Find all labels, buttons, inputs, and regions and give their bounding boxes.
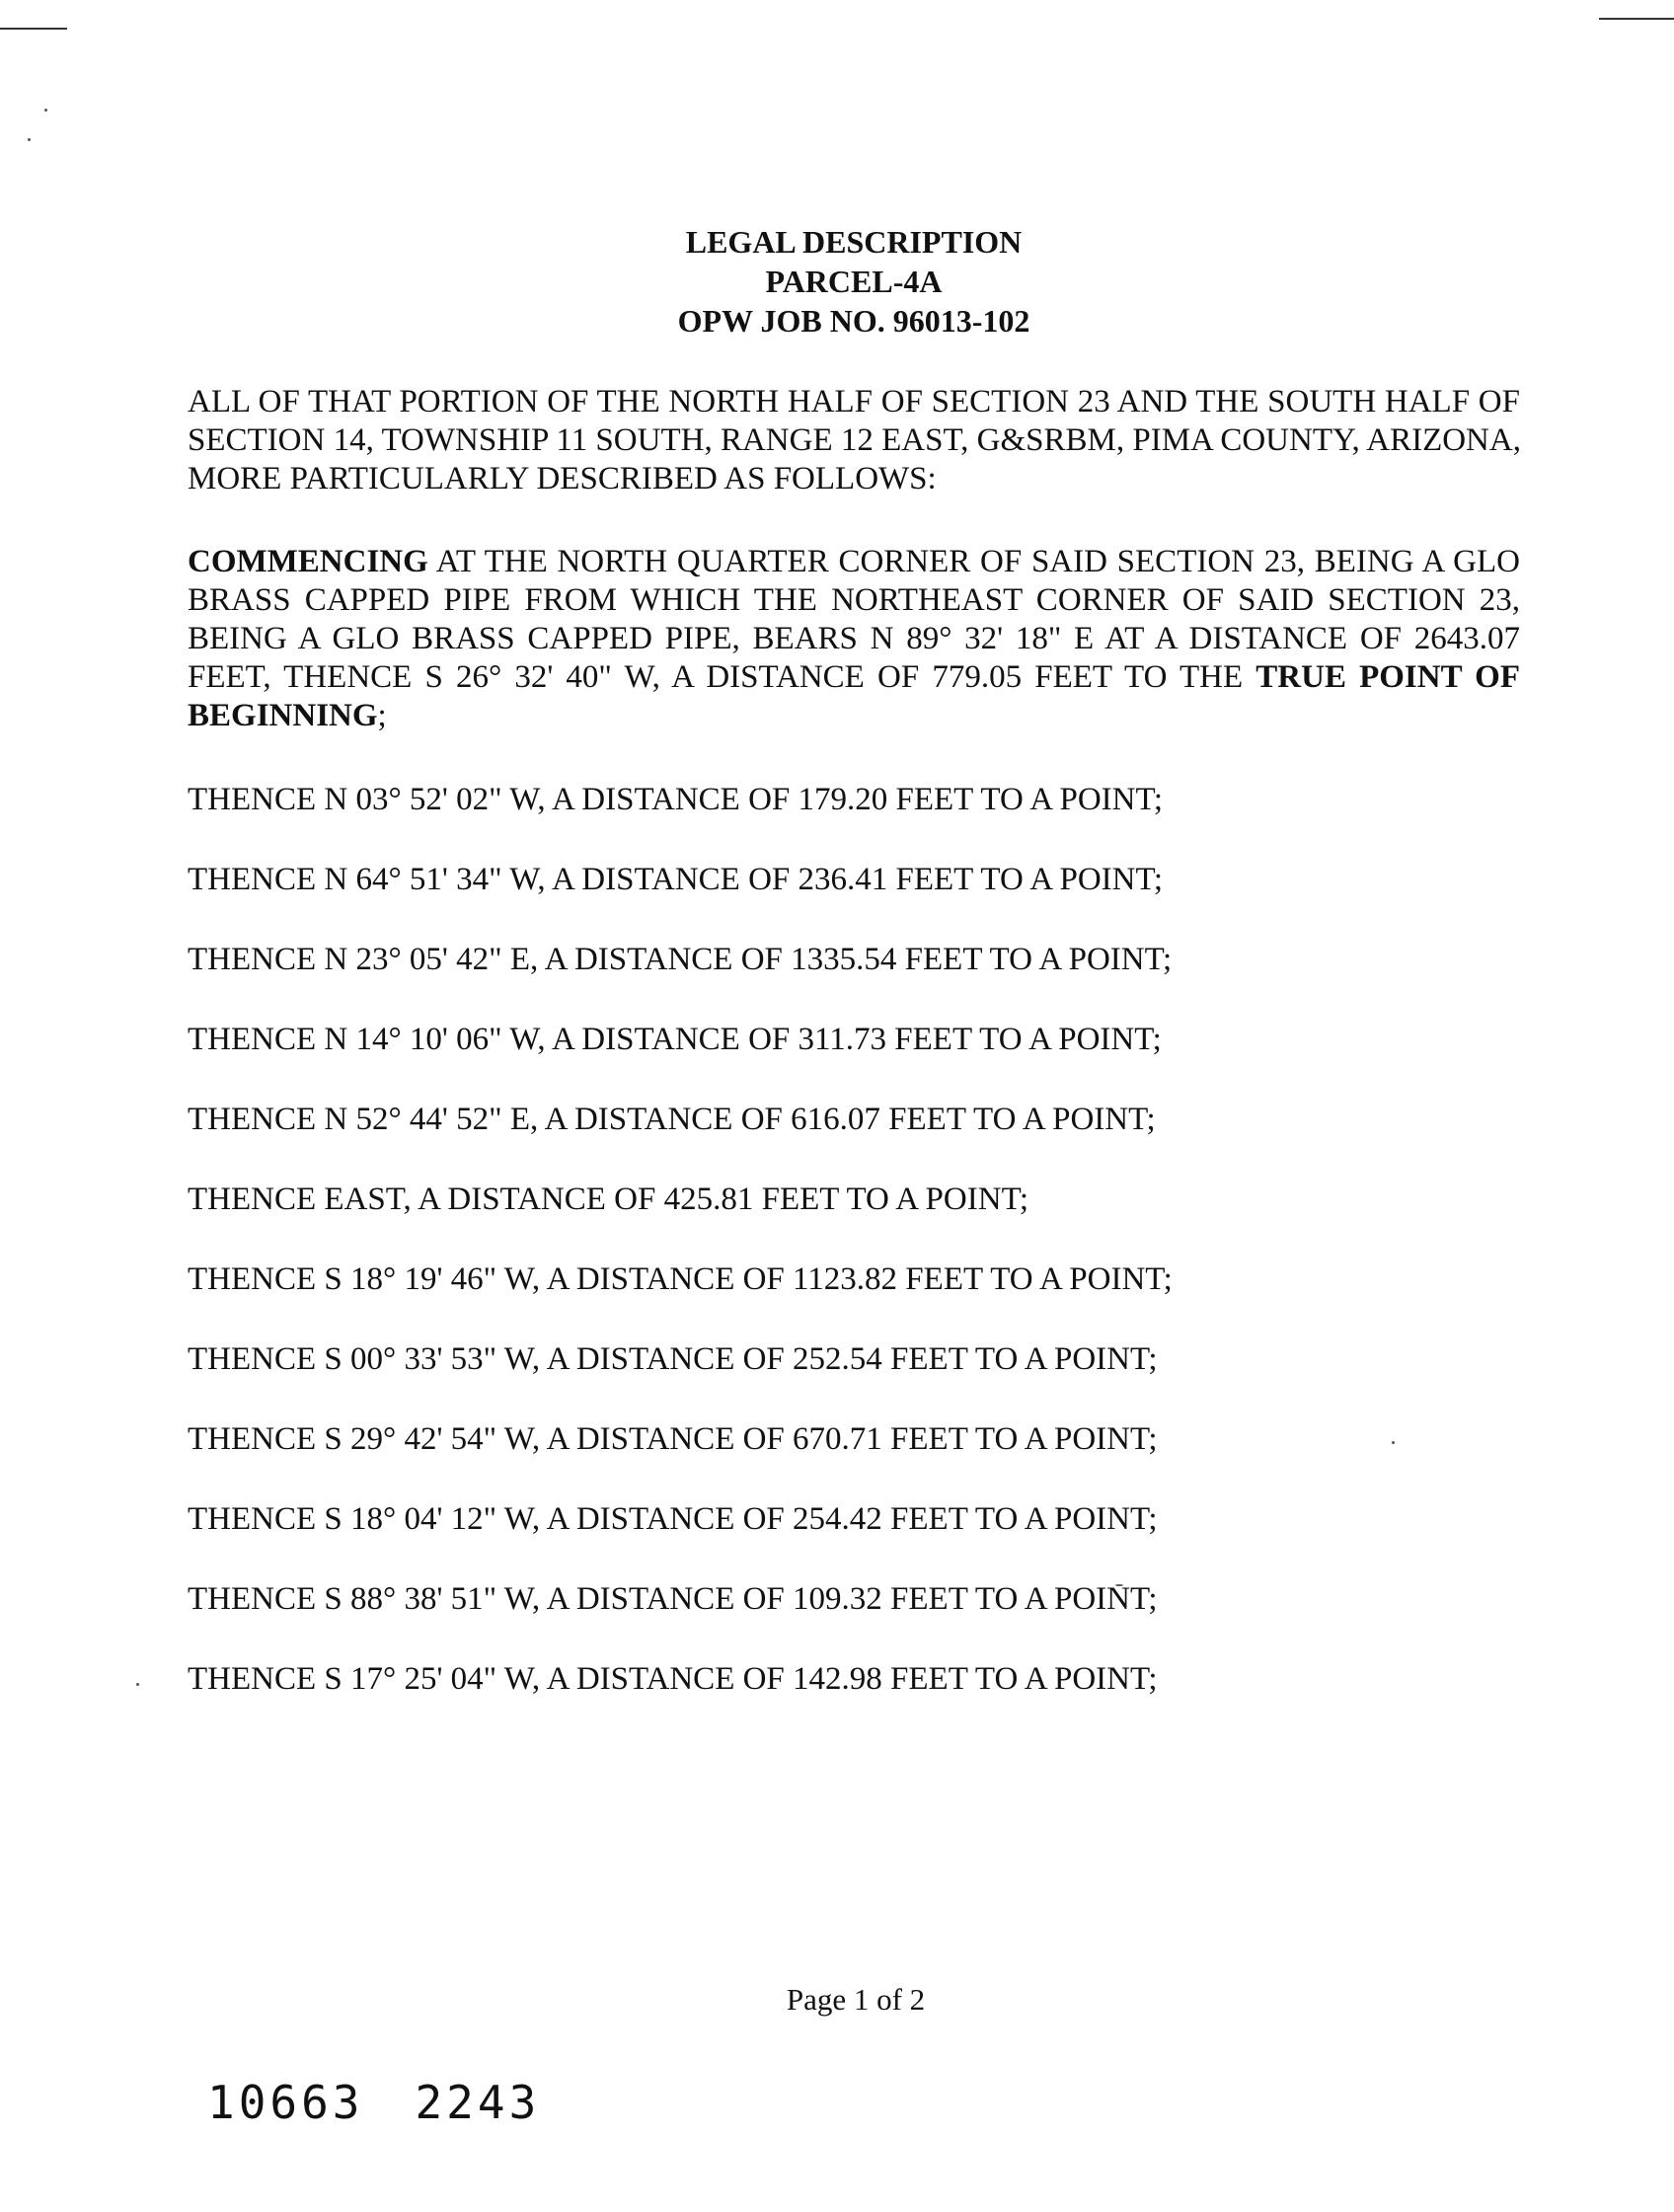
boundary-call: THENCE S 29° 42' 54" W, A DISTANCE OF 670.71 FEET TO A POINT; [188, 1421, 1158, 1457]
commencing-paragraph [188, 543, 1520, 735]
boundary-call: THENCE S 00° 33' 53" W, A DISTANCE OF 252.54 FEET TO A POINT; [188, 1341, 1158, 1377]
stamp-book-number: 10663 [207, 2076, 364, 2129]
boundary-call: THENCE N 14° 10' 06" W, A DISTANCE OF 311.73 FEET TO A POINT; [188, 1022, 1162, 1057]
recording-stamp [207, 2076, 540, 2129]
scan-speck [44, 109, 47, 112]
commencing-line: BRASS CAPPED PIPE FROM WHICH THE NORTHEAST CORNER OF SAID SECTION 23, [188, 582, 1520, 618]
scan-speck [136, 1683, 139, 1686]
boundary-call: THENCE S 17° 25' 04" W, A DISTANCE OF 142.98 FEET TO A POINT; [188, 1661, 1158, 1697]
scan-speck [1392, 1441, 1395, 1444]
boundary-call: THENCE EAST, A DISTANCE OF 425.81 FEET TO A POINT; [188, 1182, 1029, 1217]
heading-parcel: PARCEL-4A [765, 264, 943, 299]
scan-speck [28, 138, 31, 141]
heading-job-number: OPW JOB NO. 96013-102 [677, 303, 1030, 339]
stamp-page-number: 2243 [415, 2076, 541, 2129]
commencing-line: BEING A GLO BRASS CAPPED PIPE, BEARS N 89° 32' 18" E AT A DISTANCE OF 2643.07 [188, 621, 1520, 656]
commencing-line [188, 543, 1520, 581]
heading-title: LEGAL DESCRIPTION [685, 224, 1023, 260]
commencing-keyword: COMMENCING [188, 544, 428, 579]
intro-line: MORE PARTICULARLY DESCRIBED AS FOLLOWS: [188, 461, 937, 496]
commencing-line [188, 658, 1520, 697]
document-heading [0, 222, 1674, 341]
beginning-label: BEGINNING [188, 698, 378, 733]
scan-edge-mark-right [1599, 18, 1674, 20]
boundary-call: THENCE N 03° 52' 02" W, A DISTANCE OF 179.20 FEET TO A POINT; [188, 782, 1163, 817]
boundary-call: THENCE N 52° 44' 52" E, A DISTANCE OF 616.07 FEET TO A POINT; [188, 1102, 1156, 1137]
boundary-calls-list [188, 780, 1173, 1739]
intro-line: SECTION 14, TOWNSHIP 11 SOUTH, RANGE 12 EAST, G&SRBM, PIMA COUNTY, ARIZONA, [188, 422, 1521, 458]
commencing-line [188, 697, 1520, 735]
intro-line: ALL OF THAT PORTION OF THE NORTH HALF OF SECTION 23 AND THE SOUTH HALF OF [188, 384, 1520, 420]
boundary-call: THENCE S 18° 19' 46" W, A DISTANCE OF 1123.82 FEET TO A POINT; [188, 1261, 1173, 1297]
commencing-text: AT THE NORTH QUARTER CORNER OF SAID SECTION 23, BEING A GLO [427, 544, 1520, 579]
scan-edge-mark-left [0, 28, 67, 30]
boundary-call: THENCE S 18° 04' 12" W, A DISTANCE OF 254.42 FEET TO A POINT; [188, 1501, 1158, 1537]
boundary-call: THENCE N 23° 05' 42" E, A DISTANCE OF 1335.54 FEET TO A POINT; [188, 942, 1173, 977]
true-point-label: TRUE POINT OF [1256, 659, 1520, 695]
boundary-call: THENCE N 64° 51' 34" W, A DISTANCE OF 236.41 FEET TO A POINT; [188, 862, 1163, 897]
page-number: Page 1 of 2 [786, 1982, 926, 2017]
boundary-call: THENCE S 88° 38' 51" W, A DISTANCE OF 109.32 FEET TO A POINT; [188, 1581, 1158, 1617]
intro-paragraph [188, 383, 1520, 498]
commencing-text: FEET, THENCE S 26° 32' 40" W, A DISTANCE OF 779.05 FEET TO THE [188, 659, 1256, 695]
commencing-text: ; [377, 698, 387, 733]
